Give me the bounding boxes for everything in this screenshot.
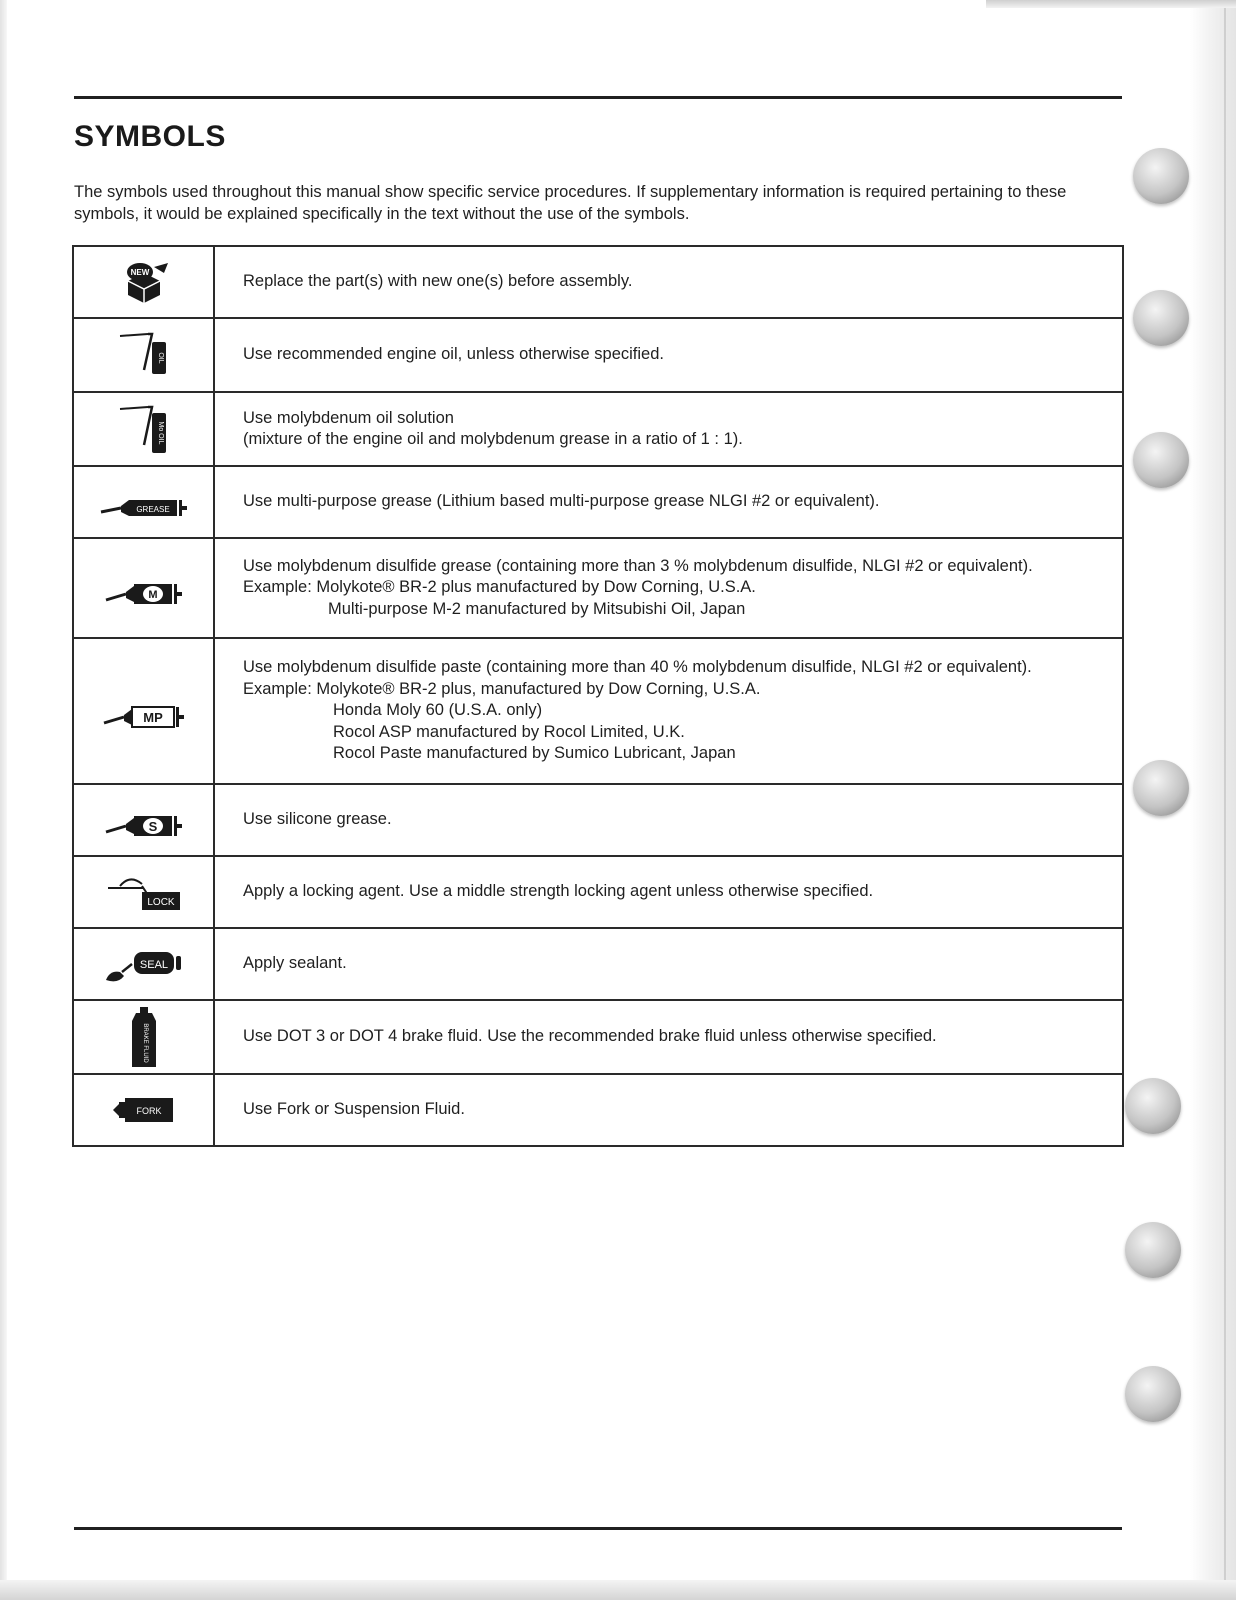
footer-rule [74,1527,1122,1530]
description-cell [214,784,1123,856]
description-line: Use silicone grease. [243,810,392,829]
table-row [73,466,1123,538]
icon-label: MP [142,710,163,725]
description-cell [214,638,1123,784]
description-line: Example: Molykote® BR-2 plus, manufactured by Dow Corning, U.S.A. [243,679,761,698]
moly-paste-icon [102,691,186,731]
header-rule [74,96,1122,99]
index-tab [1133,148,1189,204]
moly-grease-icon [104,568,184,608]
icon-label: FORK [135,1106,162,1116]
description-cell [214,1074,1123,1146]
icon-label: GREASE [135,505,170,514]
page-left-edge [0,0,7,1600]
description-line: Apply sealant. [243,954,347,973]
icon-label: M [147,589,158,601]
grease-icon [99,482,189,522]
description-cell [214,928,1123,1000]
index-tab [1133,432,1189,488]
icon-label: BRAKE FLUID [141,1023,148,1063]
description-cell [214,318,1123,392]
icon-label: OIL [156,352,164,364]
description-cell [214,466,1123,538]
table-row [73,318,1123,392]
description-indented-line: Multi-purpose M-2 manufactured by Mitsubishi Oil, Japan [328,599,746,618]
icon-label: NEW [130,268,149,277]
page-bottom-edge [0,1580,1236,1600]
icon-label: S [148,819,157,834]
icon-cell [73,928,214,1000]
table-row [73,392,1123,466]
new-part-icon [114,259,174,305]
description-line: Use molybdenum disulfide paste (containing more than 40 % molybdenum disulfide, NLGI #2 or equivalent). [243,658,1032,677]
fork-fluid-icon [109,1093,179,1127]
description-line: Use DOT 3 or DOT 4 brake fluid. Use the recommended brake fluid unless otherwise specified. [243,1027,937,1046]
table-row [73,246,1123,318]
icon-label: SEAL [139,959,168,971]
description-cell [214,392,1123,466]
description-cell [214,246,1123,318]
molybdenum-oil-icon [114,401,174,457]
table-row [73,856,1123,928]
table-row [73,1074,1123,1146]
description-cell [214,856,1123,928]
icon-cell [73,1074,214,1146]
description-cell [214,538,1123,638]
table-row [73,784,1123,856]
engine-oil-icon [114,330,174,380]
sealant-icon [102,942,186,986]
index-tab [1125,1366,1181,1422]
index-tab [1125,1222,1181,1278]
page-right-edge [1190,0,1236,1600]
description-cell [214,1000,1123,1074]
description-line: (mixture of the engine oil and molybdenum grease in a ratio of 1 : 1). [243,430,743,448]
description-line: Apply a locking agent. Use a middle strength locking agent unless otherwise specified. [243,882,874,901]
table-row [73,1000,1123,1074]
description-line: Use multi-purpose grease (Lithium based multi-purpose grease NLGI #2 or equivalent). [243,492,880,511]
icon-cell [73,246,214,318]
index-tab [1125,1078,1181,1134]
locking-agent-icon [104,870,184,914]
description-line: Example: Molykote® BR-2 plus manufactured by Dow Corning, U.S.A. [243,578,756,597]
index-tab [1133,760,1189,816]
icon-cell [73,638,214,784]
page-top-scrap [986,0,1236,8]
icon-label: Mo OIL [156,421,164,445]
brake-fluid-icon [124,1005,164,1069]
description-indented-line: Rocol Paste manufactured by Sumico Lubricant, Japan [333,744,736,763]
binder-edge-line [1224,0,1226,1600]
description-indented-line: Honda Moly 60 (U.S.A. only) [333,701,543,720]
description-line: Use Fork or Suspension Fluid. [243,1100,465,1119]
icon-cell [73,856,214,928]
icon-label: LOCK [146,897,175,908]
page-title: SYMBOLS [74,120,226,153]
table-row [73,638,1123,784]
intro-paragraph: The symbols used throughout this manual show specific service procedures. If supplementary information is required pertaining to these symbols, it would be explained specifically in the text without the use of the symbols. [74,183,1067,223]
description-indented-line: Rocol ASP manufactured by Rocol Limited, U.K. [333,722,685,741]
table-row [73,538,1123,638]
index-tab [1133,290,1189,346]
symbols-table [72,245,1124,1147]
description-line: Use molybdenum disulfide grease (containing more than 3 % molybdenum disulfide, NLGI #2 or equivalent). [243,556,1033,575]
description-line: Use molybdenum oil solution [243,408,454,427]
table-row [73,928,1123,1000]
icon-cell [73,538,214,638]
icon-cell [73,466,214,538]
icon-cell [73,1000,214,1074]
icon-cell [73,318,214,392]
icon-cell [73,392,214,466]
silicone-grease-icon [104,800,184,840]
icon-cell [73,784,214,856]
description-line: Replace the part(s) with new one(s) before assembly. [243,272,633,291]
description-line: Use recommended engine oil, unless otherwise specified. [243,345,664,364]
